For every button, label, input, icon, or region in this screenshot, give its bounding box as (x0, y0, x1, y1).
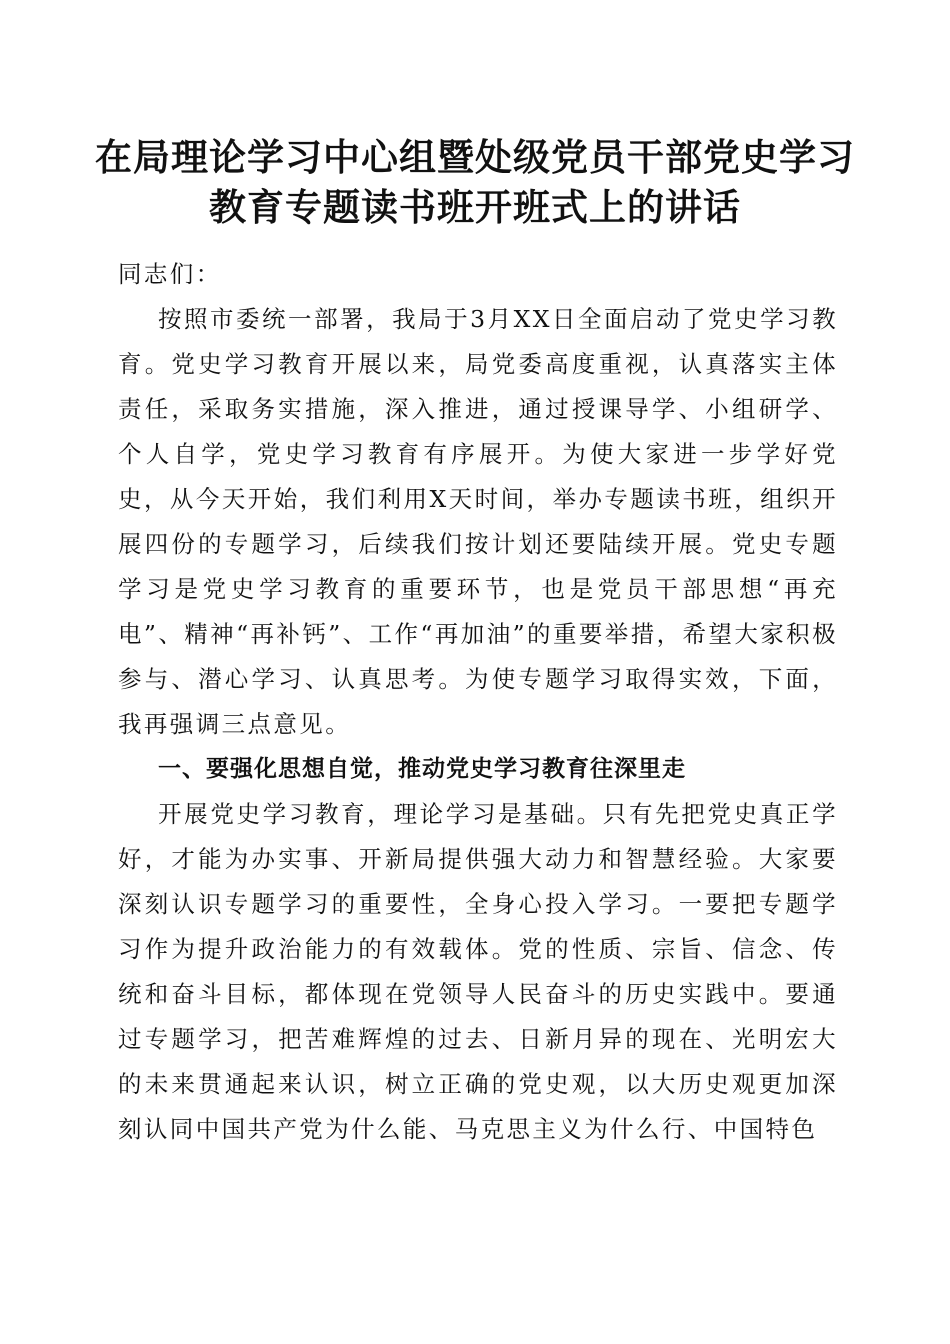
title-line-2: 教育专题读书班开班式上的讲话 (209, 185, 741, 229)
salutation: 同志们： (118, 260, 222, 288)
section-heading-1: 一、要强化思想自觉，推动党史学习教育往深里走 (158, 756, 686, 782)
paragraph-section-1: 开展党史学习教育，理论学习是基础。只有先把党史真正学好，才能为办实事、开新局提供强大动力和智慧经验。大家要深刻认识专题学习的重要性，全身心投入学习。一要把专题学习作为提升政治能力的有效载体。党的性质、宗旨、信念、传统和奋斗目标，都体现在党领导人民奋斗的历史实践中。要通过专题学习，把苦难辉煌的过去、日新月异的现在、光明宏大的未来贯通起来认识，树立正确的党史观，以大历史观更加深刻认同中国共产党为什么能、马克思主义为什么行、中国特色 (118, 800, 838, 1143)
document-title (80, 132, 870, 232)
title-line-1: 在局理论学习中心组暨处级党员干部党史学习 (95, 135, 855, 179)
document-body (118, 252, 838, 1152)
paragraph-intro: 按照市委统一部署，我局于3月XX日全面启动了党史学习教育。党史学习教育开展以来，局党委高度重视，认真落实主体责任，采取务实措施，深入推进，通过授课导学、小组研学、个人自学，党史学习教育有序展开。为使大家进一步学好党史，从今天开始，我们利用X天时间，举办专题读书班，组织开展四份的专题学习，后续我们按计划还要陆续开展。党史专题学习是党史学习教育的重要环节，也是党员干部思想“再充电”、精神“再补钙”、工作“再加油”的重要举措，希望大家积极参与、潜心学习、认真思考。为使专题学习取得实效，下面，我再强调三点意见。 (118, 305, 838, 738)
